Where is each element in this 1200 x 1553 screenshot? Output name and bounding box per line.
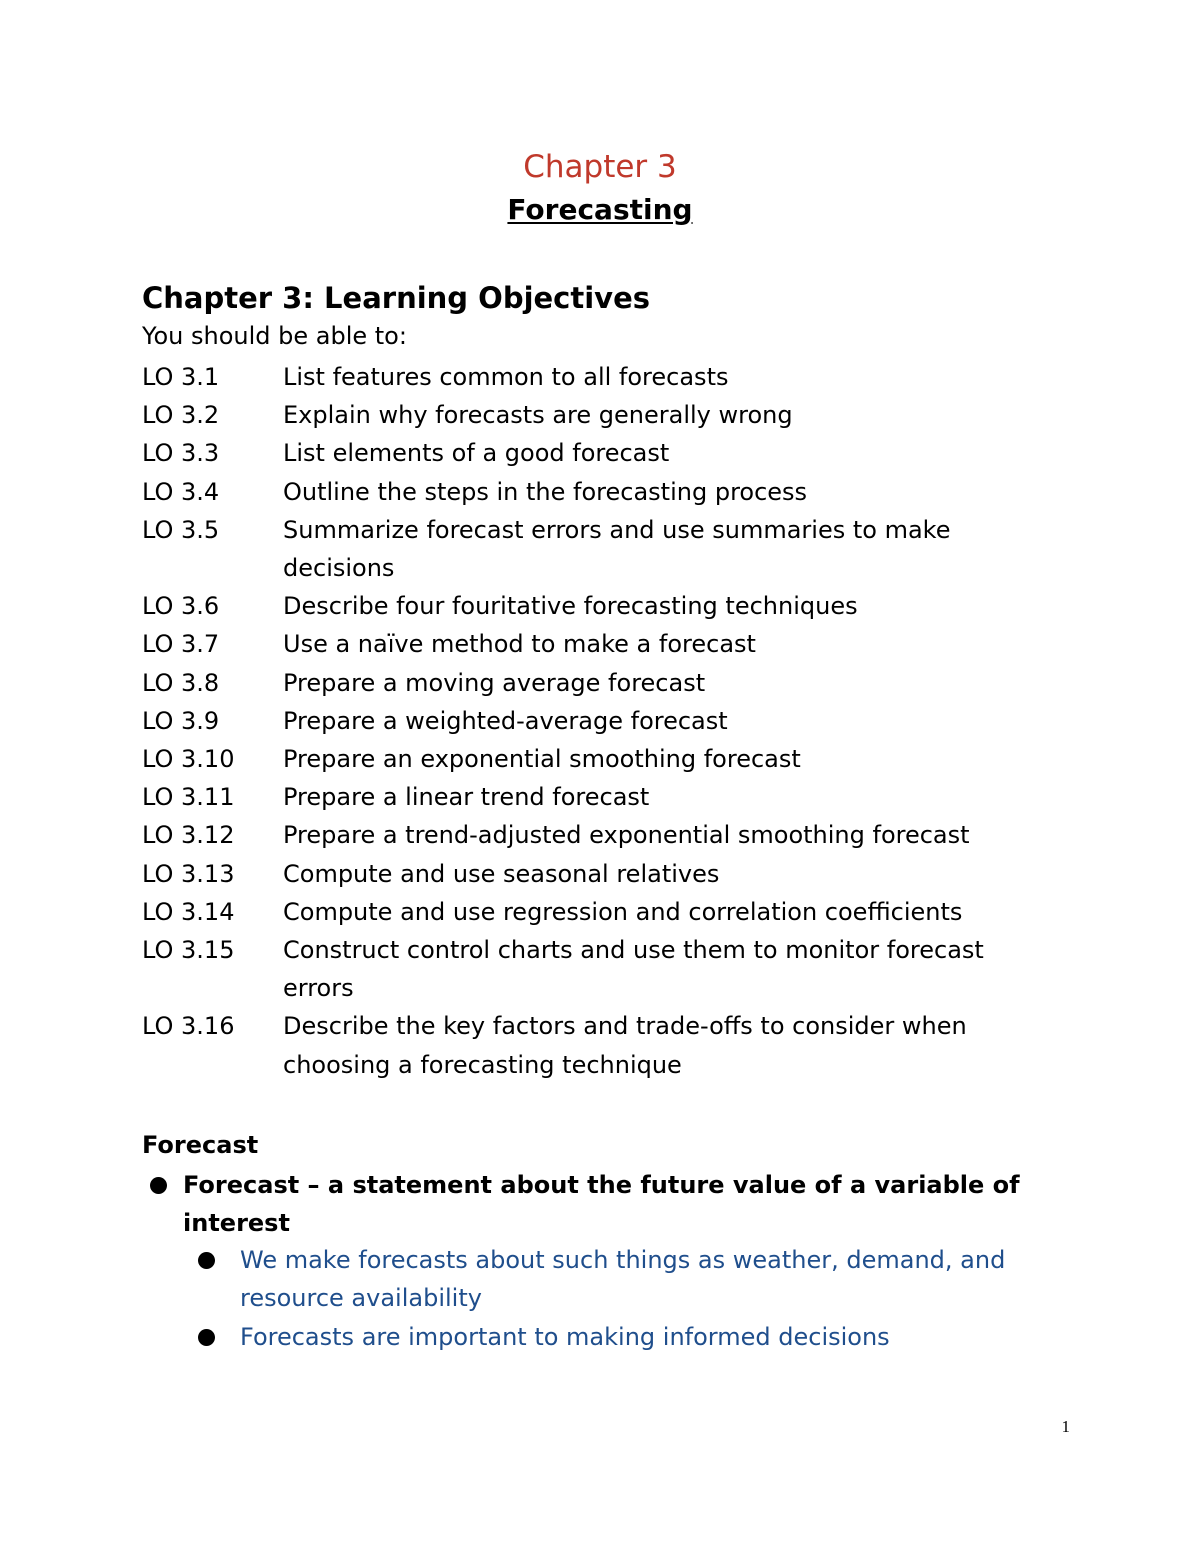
objectives-intro: You should be able to: [142, 322, 407, 350]
objective-text: Construct control charts and use them to monitor forecast errors [283, 936, 984, 1003]
list-item [142, 473, 1062, 511]
objective-text: Prepare a weighted-average forecast [283, 706, 728, 735]
bullet-icon [198, 1329, 215, 1346]
list-item [142, 855, 1062, 893]
chapter-label: Chapter 3 [523, 149, 677, 185]
objective-text: Prepare an exponential smoothing forecast [283, 745, 801, 774]
page-number: 1 [1061, 1417, 1070, 1436]
objective-code: LO 3.16 [142, 1012, 235, 1041]
objective-code: LO 3.9 [142, 706, 220, 735]
bullet-icon [150, 1177, 167, 1194]
sub-bullet-text: We make forecasts about such things as weather, demand, and resource availability [240, 1246, 1006, 1312]
objective-code: LO 3.11 [142, 783, 235, 812]
objective-text: Describe the key factors and trade-offs to consider when choosing a forecasting technique [283, 1012, 967, 1079]
objective-text: Prepare a linear trend forecast [283, 783, 650, 812]
objective-code: LO 3.4 [142, 477, 220, 506]
list-item [142, 702, 1062, 740]
sub-bullet-item [198, 1318, 1058, 1356]
list-item [142, 1007, 1062, 1083]
objective-code: LO 3.6 [142, 592, 220, 621]
list-item [142, 625, 1062, 663]
objective-code: LO 3.3 [142, 439, 220, 468]
objective-code: LO 3.2 [142, 401, 220, 430]
objective-text: Compute and use regression and correlation coefficients [283, 897, 963, 926]
objective-text: Compute and use seasonal relatives [283, 859, 720, 888]
list-item [142, 358, 1062, 396]
objective-text: List features common to all forecasts [283, 363, 729, 391]
list-item [142, 434, 1062, 472]
objective-code: LO 3.14 [142, 897, 235, 926]
objective-text: Outline the steps in the forecasting process [283, 477, 808, 506]
objective-code: LO 3.10 [142, 745, 235, 774]
objective-code: LO 3.15 [142, 936, 235, 965]
list-item [142, 511, 1062, 587]
learning-objectives-list [142, 358, 1062, 1084]
objective-text: Explain why forecasts are generally wrong [283, 401, 793, 430]
objective-code: LO 3.13 [142, 859, 235, 888]
list-item [142, 740, 1062, 778]
objective-code: LO 3.5 [142, 515, 220, 544]
forecast-definition-bullet [150, 1166, 1050, 1242]
sub-bullet-item [198, 1241, 1058, 1317]
list-item [142, 816, 1062, 854]
list-item [142, 778, 1062, 816]
objective-code: LO 3.12 [142, 821, 235, 850]
forecast-definition-text: Forecast – a statement about the future value of a variable of interest [183, 1171, 1020, 1237]
list-item [142, 664, 1062, 702]
learning-objectives-heading: Chapter 3: Learning Objectives [142, 281, 651, 315]
objective-text: Describe four fouritative forecasting techniques [283, 592, 858, 621]
objective-text: Prepare a moving average forecast [283, 668, 706, 697]
objective-code: LO 3.7 [142, 630, 220, 659]
objective-text: List elements of a good forecast [283, 439, 670, 468]
objective-text: Summarize forecast errors and use summaries to make decisions [283, 515, 951, 583]
sub-bullet-text: Forecasts are important to making informed decisions [240, 1323, 890, 1351]
list-item [142, 396, 1062, 434]
bullet-icon [198, 1252, 215, 1269]
list-item [142, 587, 1062, 625]
objective-code: LO 3.8 [142, 668, 220, 697]
list-item [142, 893, 1062, 931]
list-item [142, 931, 1062, 1007]
chapter-title: Forecasting [507, 193, 693, 226]
objective-code: LO 3.1 [142, 363, 220, 391]
objective-text: Prepare a trend-adjusted exponential smoothing forecast [283, 821, 970, 850]
forecast-heading: Forecast [142, 1131, 259, 1159]
objective-text: Use a naïve method to make a forecast [283, 630, 756, 659]
